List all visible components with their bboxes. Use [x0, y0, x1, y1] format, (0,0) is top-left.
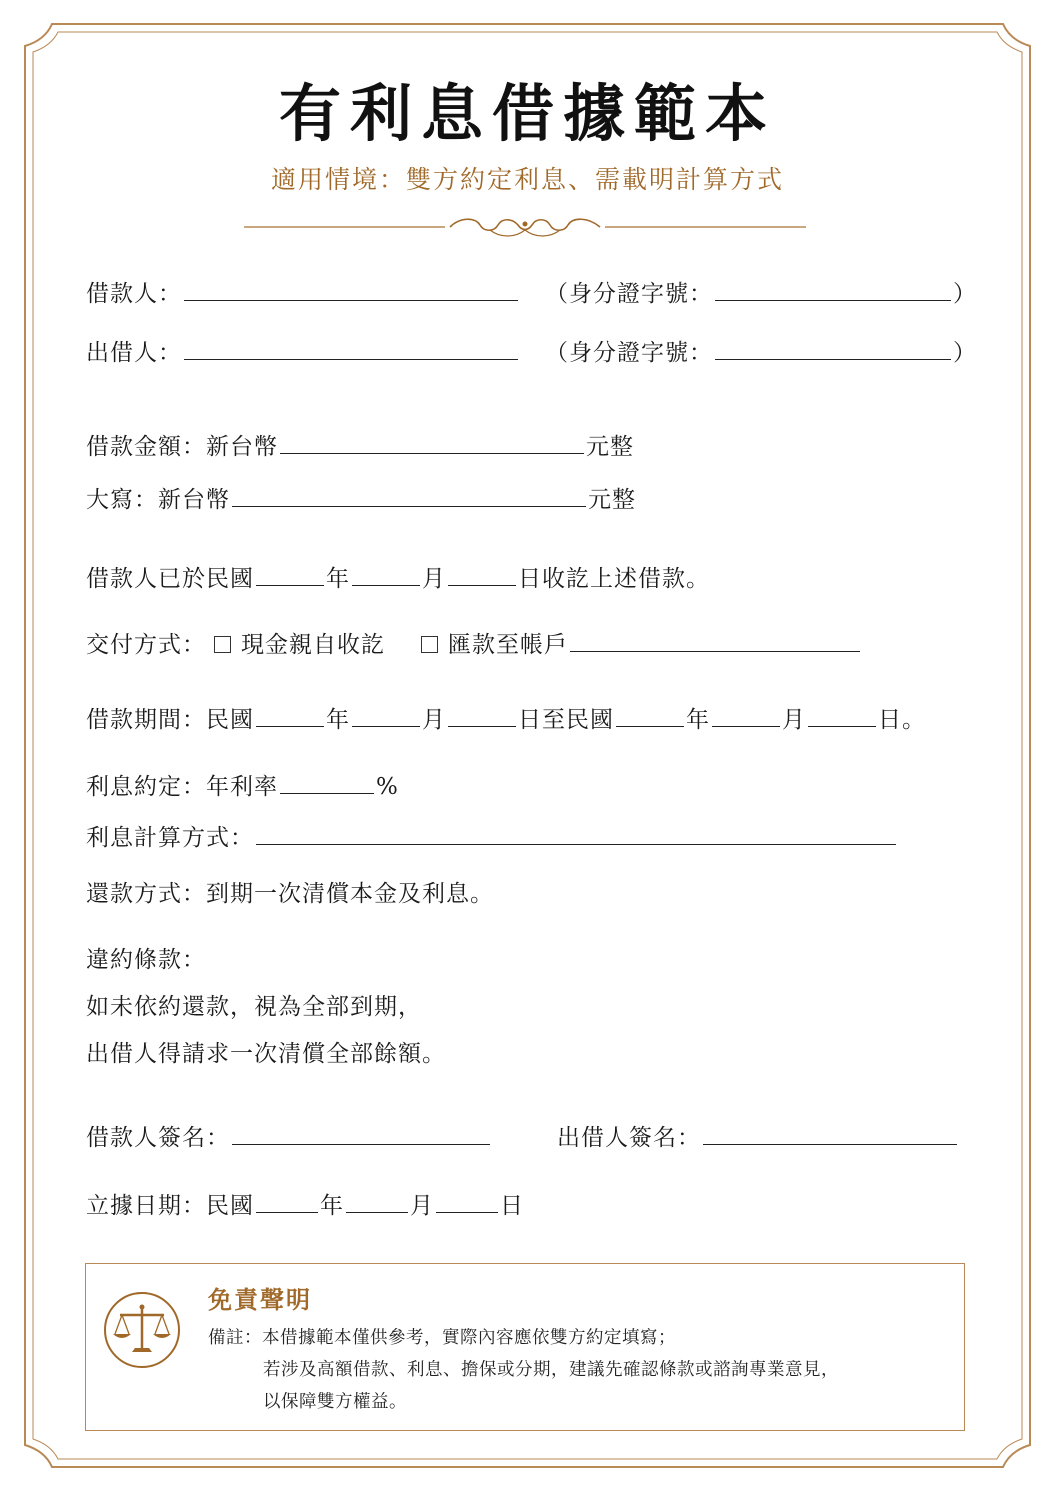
date-year-field[interactable]: [256, 1190, 318, 1213]
period-mid: 日至民國: [518, 707, 614, 733]
amount-label: 借款金額：新台幣: [86, 434, 278, 460]
date-prefix: 立據日期：民國: [86, 1193, 254, 1219]
lender-id-close: ）: [953, 340, 977, 366]
period-start-day-field[interactable]: [448, 704, 516, 727]
date-month-label: 月: [410, 1193, 434, 1219]
payment-label: 交付方式：: [86, 632, 206, 658]
borrower-label: 借款人：: [86, 281, 182, 307]
date-row: [86, 1190, 524, 1222]
lender-label: 出借人：: [86, 340, 182, 366]
document-subtitle: 適用情境：雙方約定利息、需載明計算方式: [270, 165, 784, 194]
lender-id-label: （身分證字號：: [545, 340, 713, 366]
cash-option-label: 現金親自收訖: [241, 632, 385, 658]
transfer-checkbox[interactable]: [421, 636, 438, 653]
received-month-label: 月: [422, 566, 446, 592]
amount-caps-row: [86, 484, 636, 516]
breach-label: 違約條款：: [86, 947, 206, 973]
received-day-field[interactable]: [448, 563, 516, 586]
amount-caps-suffix: 元整: [588, 487, 636, 513]
breach-line-1: 如未依約還款，視為全部到期，: [86, 994, 422, 1020]
borrower-row: [86, 278, 520, 310]
period-start-year-field[interactable]: [256, 704, 324, 727]
bank-account-field[interactable]: [570, 629, 860, 652]
payment-row: [86, 629, 862, 661]
lender-id-field[interactable]: [715, 337, 951, 360]
received-prefix: 借款人已於民國: [86, 566, 254, 592]
period-row: [86, 704, 926, 736]
borrower-signature-label: 借款人簽名：: [86, 1125, 230, 1151]
borrower-id-field[interactable]: [715, 278, 951, 301]
borrower-id-row: [545, 278, 977, 310]
disclaimer-line-3: 以保障雙方權益。: [263, 1392, 407, 1412]
disclaimer-line-1: 備註：本借據範本僅供參考，實際內容應依雙方約定填寫；: [208, 1328, 676, 1348]
borrower-signature-row: [86, 1122, 492, 1154]
interest-calc-row: [86, 822, 898, 854]
period-end-year-field[interactable]: [616, 704, 684, 727]
period-start-month-field[interactable]: [352, 704, 420, 727]
date-month-field[interactable]: [346, 1190, 408, 1213]
received-suffix: 日收訖上述借款。: [518, 566, 710, 592]
amount-suffix: 元整: [586, 434, 634, 460]
period-month2-label: 月: [782, 707, 806, 733]
interest-calc-label: 利息計算方式：: [86, 825, 254, 851]
period-month-label: 月: [422, 707, 446, 733]
cash-checkbox[interactable]: [214, 636, 231, 653]
period-year-label: 年: [326, 707, 350, 733]
interest-rate-field[interactable]: [280, 771, 374, 794]
date-day-field[interactable]: [436, 1190, 498, 1213]
repayment-text: 還款方式：到期一次清償本金及利息。: [86, 881, 494, 907]
lender-signature-field[interactable]: [703, 1122, 957, 1145]
borrower-signature-field[interactable]: [232, 1122, 490, 1145]
borrower-id-close: ）: [953, 281, 977, 307]
interest-label: 利息約定：年利率: [86, 774, 278, 800]
scale-of-justice-icon: [102, 1290, 182, 1370]
lender-signature-row: [557, 1122, 959, 1154]
amount-field[interactable]: [280, 431, 584, 454]
interest-row: [86, 771, 399, 803]
received-year-field[interactable]: [256, 563, 324, 586]
received-month-field[interactable]: [352, 563, 420, 586]
document-title: 有利息借據範本: [278, 77, 776, 150]
disclaimer-title: 免責聲明: [208, 1285, 312, 1314]
disclaimer-line-2: 若涉及高額借款、利息、擔保或分期，建議先確認條款或諮詢專業意見，: [263, 1360, 839, 1380]
date-year-label: 年: [320, 1193, 344, 1219]
period-end-day-field[interactable]: [808, 704, 876, 727]
interest-suffix: %: [376, 774, 399, 800]
period-prefix: 借款期間：民國: [86, 707, 254, 733]
amount-caps-field[interactable]: [232, 484, 586, 507]
transfer-option-label: 匯款至帳戶: [448, 632, 568, 658]
amount-row: [86, 431, 634, 463]
period-end: 日。: [878, 707, 926, 733]
amount-caps-label: 大寫：新台幣: [86, 487, 230, 513]
date-day-label: 日: [500, 1193, 524, 1219]
borrower-name-field[interactable]: [184, 278, 518, 301]
received-row: [86, 563, 710, 595]
borrower-id-label: （身分證字號：: [545, 281, 713, 307]
lender-signature-label: 出借人簽名：: [557, 1125, 701, 1151]
lender-row: [86, 337, 520, 369]
interest-calc-field[interactable]: [256, 822, 896, 845]
period-year2-label: 年: [686, 707, 710, 733]
received-year-label: 年: [326, 566, 350, 592]
lender-name-field[interactable]: [184, 337, 518, 360]
ornament-flourish-icon: [240, 212, 810, 242]
lender-id-row: [545, 337, 977, 369]
period-end-month-field[interactable]: [712, 704, 780, 727]
breach-line-2: 出借人得請求一次清償全部餘額。: [86, 1041, 446, 1067]
